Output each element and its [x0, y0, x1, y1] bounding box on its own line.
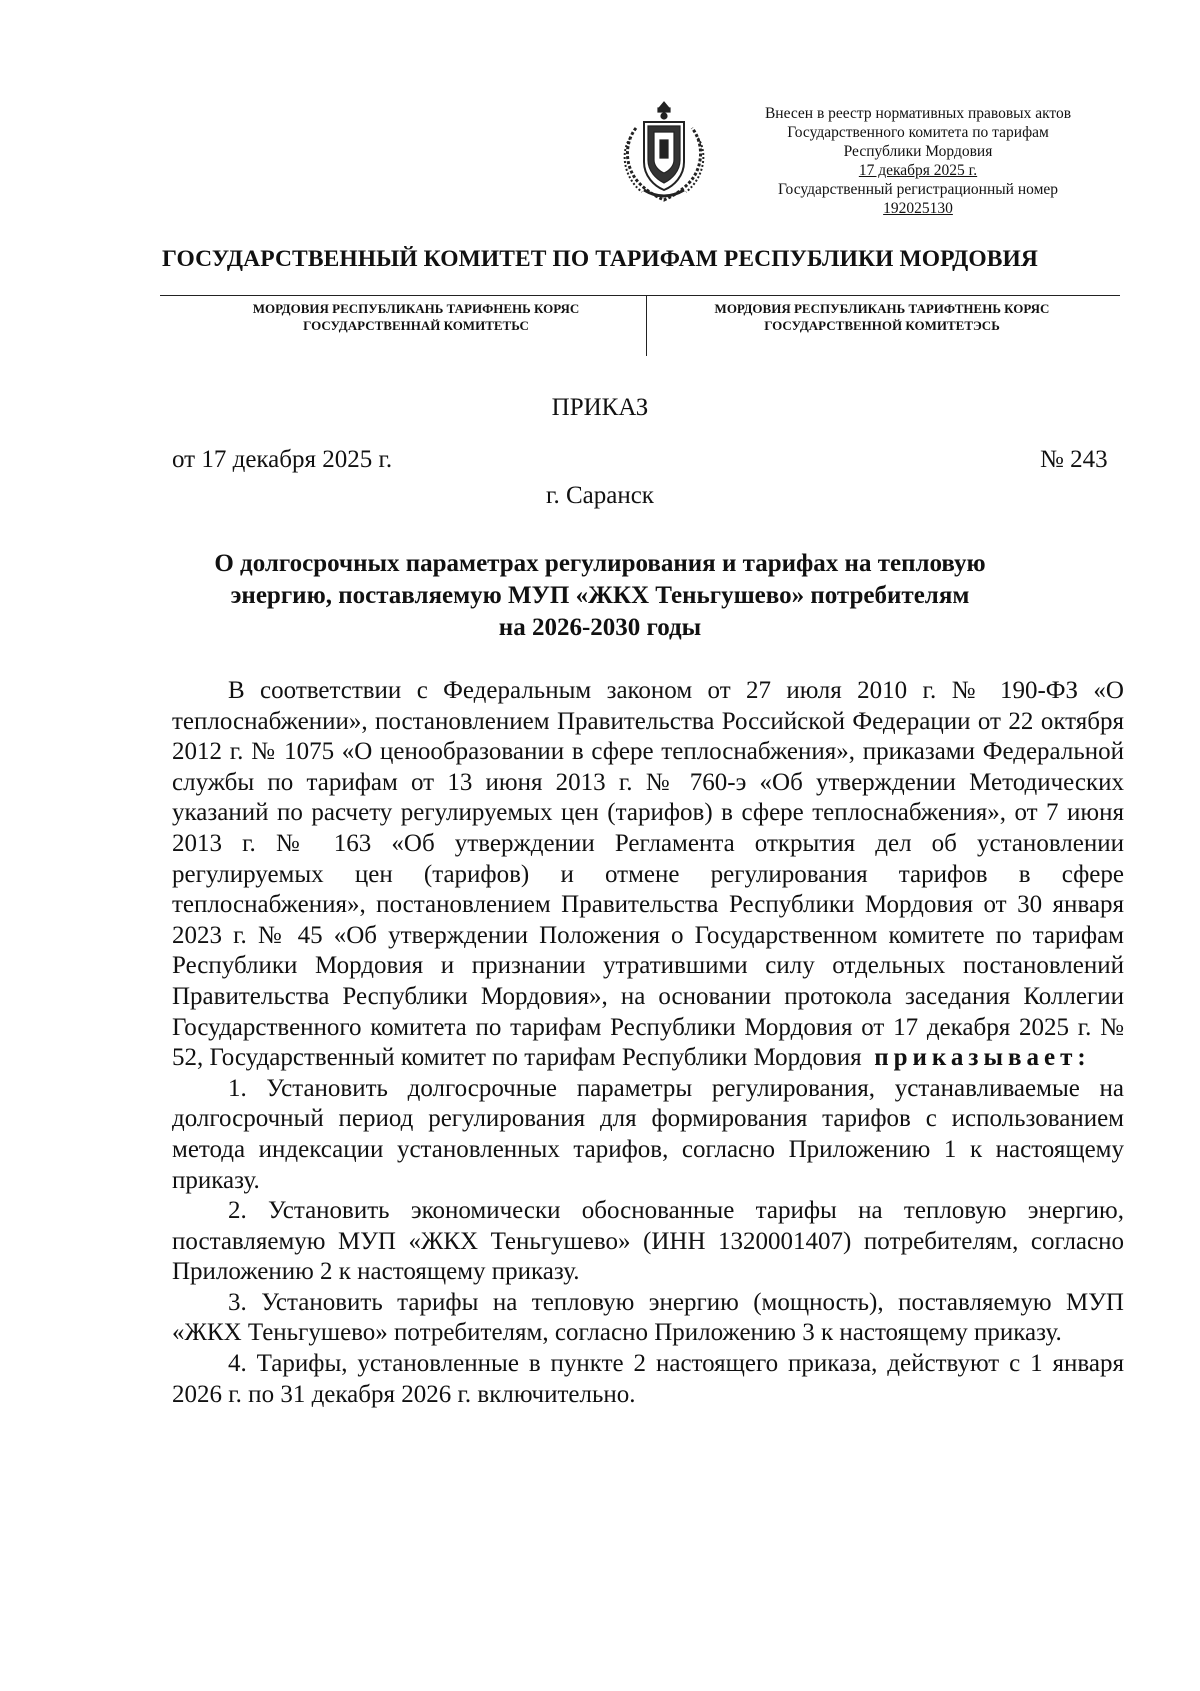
erzya-name-block [196, 300, 636, 334]
subject-line: энергию, поставляемую МУП «ЖКХ Теньгушево» потребителям [230, 582, 970, 609]
order-body [172, 676, 1124, 1410]
order-subject [150, 548, 1050, 644]
organization-title: ГОСУДАРСТВЕННЫЙ КОМИТЕТ ПО ТАРИФАМ РЕСПУБЛИКИ МОРДОВИЯ [162, 246, 1038, 272]
registry-line: Государственный регистрационный номер [777, 181, 1059, 198]
erzya-name-line: МОРДОВИЯ РЕСПУБЛИКАНЬ ТАРИФНЕНЬ КОРЯС [252, 301, 580, 316]
order-item: 3. Установить тарифы на тепловую энергию (мощность), поставляемую МУП «ЖКХ Теньгушево» потребителям, согласно Приложению 3 к настоящему приказу. [172, 1288, 1124, 1347]
header-divider [160, 295, 1120, 296]
registry-note [728, 104, 1108, 218]
order-item: 4. Тарифы, установленные в пункте 2 настоящего приказа, действуют с 1 января 2026 г. по 31 декабря 2026 г. включительно. [172, 1350, 1124, 1408]
order-city: г. Саранск [546, 482, 654, 509]
moksha-name-block [662, 300, 1102, 334]
registry-date: 17 декабря 2025 г. [858, 162, 978, 179]
decree-word: приказывает: [874, 1044, 1091, 1072]
moksha-name-line: МОРДОВИЯ РЕСПУБЛИКАНЬ ТАРИФТНЕНЬ КОРЯС [714, 301, 1050, 316]
registration-number: 192025130 [883, 200, 953, 217]
subject-line: на 2026-2030 годы [498, 614, 702, 641]
registry-line: Государственного комитета по тарифам [787, 124, 1049, 141]
coat-of-arms-emblem [616, 98, 712, 206]
preamble-text: В соответствии с Федеральным законом от 27 июля 2010 г. № 190-ФЗ «О теплоснабжении», постановлением Правительства Российской Федерации от 22 октября 2012 г. № 1075 «О ценообразовании в сфере теплоснабжения», приказами Федеральной службы по тарифам от 13 июня 2013 г. № 760-э «Об утверждении Методических указаний по расчету регулируемых цен (тарифов) в сфере теплоснабжения», от 7 июня 2013 г. № 163 «Об утверждении Регламента открытия дел об установлении регулируемых цен (тарифов) и отмене регулирования тарифов в сфере теплоснабжения», постановлением Правительства Республики Мордовия от 30 января 2023 г. № 45 «Об утверждении Положения о Государственном комитете по тарифам Республики Мордовия и признании утратившими силу отдельных постановлений Правительства Республики Мордовия», на основании протокола заседания Коллегии Государственного комитета по тарифам Республики Мордовия от 17 декабря 2025 г. № 52, Государственный комитет по тарифам Республики Мордовия [172, 677, 1124, 1072]
subject-line: О долгосрочных параметрах регулирования и тарифах на тепловую [214, 550, 986, 577]
preamble-paragraph [172, 676, 1124, 1074]
order-number: № 243 [1040, 446, 1108, 473]
erzya-name-line: ГОСУДАРСТВЕННАЙ КОМИТЕТЬС [303, 318, 529, 333]
header-column-divider [646, 296, 647, 356]
moksha-name-line: ГОСУДАРСТВЕННОЙ КОМИТЕТЭСЬ [764, 318, 1000, 333]
document-type: ПРИКАЗ [551, 394, 649, 421]
order-date: от 17 декабря 2025 г. [172, 446, 393, 473]
registry-line: Внесен в реестр нормативных правовых актов [764, 105, 1072, 122]
order-item: 2. Установить экономически обоснованные тарифы на тепловую энергию, поставляемую МУП «ЖКХ Теньгушево» (ИНН 1320001407) потребителям, согласно Приложению 2 к настоящему приказу. [172, 1197, 1124, 1286]
order-item: 1. Установить долгосрочные параметры регулирования, устанавливаемые на долгосрочный период регулирования для формирования тарифов с использованием метода индексации установленных тарифов, согласно Приложению 1 к настоящему приказу. [172, 1074, 1124, 1194]
registry-line: Республики Мордовия [843, 143, 993, 160]
